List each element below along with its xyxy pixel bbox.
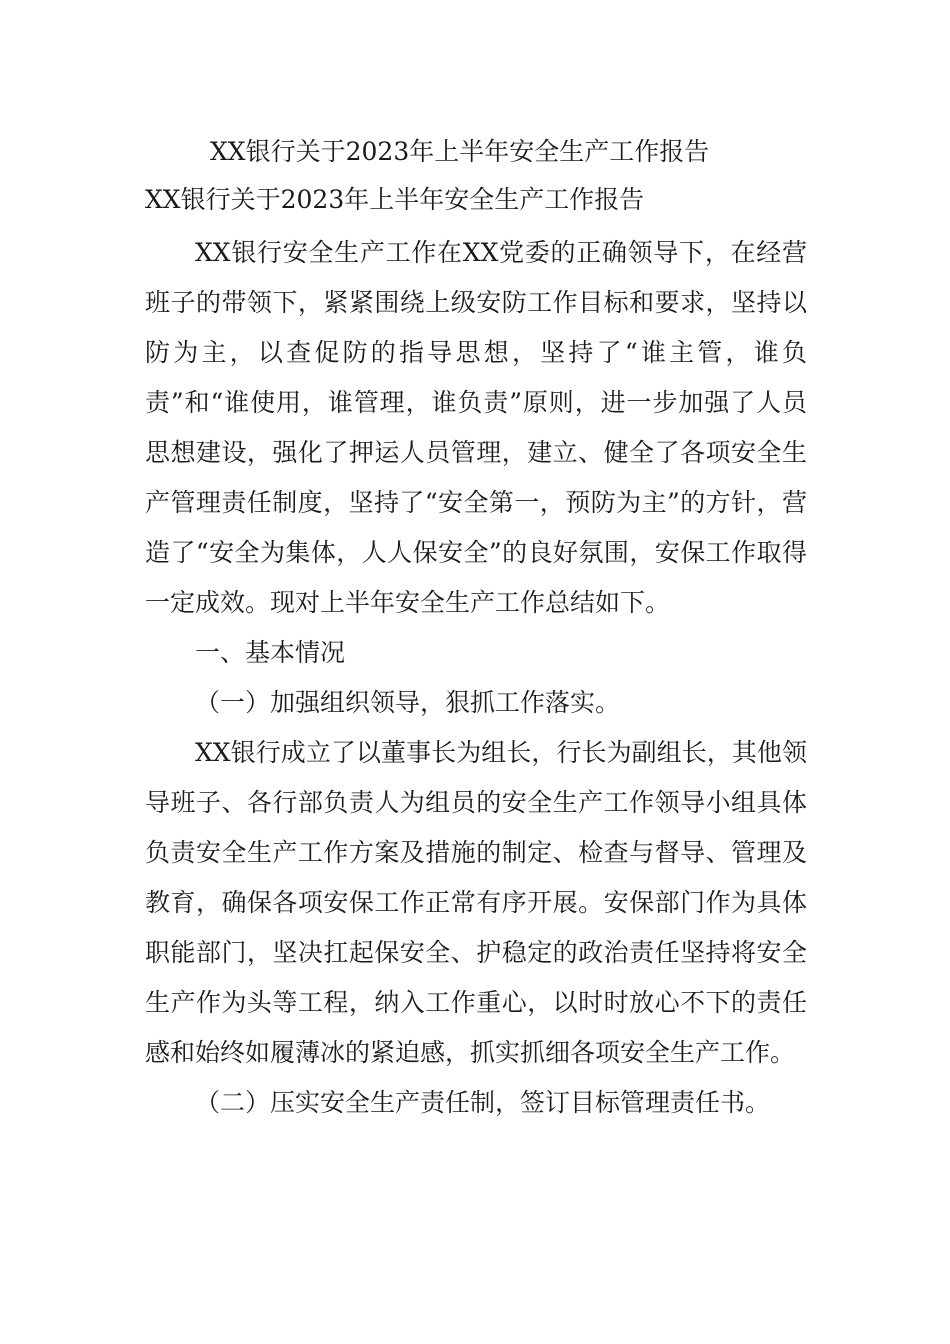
document-title: XX银行关于2023年上半年安全生产工作报告	[210, 137, 710, 166]
subsection-heading-responsibility: （二）压实安全生产责任制，签订目标管理责任书。	[195, 1088, 771, 1117]
section-heading-basic-situation: 一、基本情况	[195, 638, 346, 667]
document-body	[145, 128, 807, 1128]
intro-paragraph: XX银行安全生产工作在XX党委的正确领导下，在经营班子的带领下，紧紧围绕上级安防工作目标和要求，坚持以防为主，以查促防的指导思想，坚持了“谁主管，谁负责”和“谁使用，谁管理，谁负责”原则，进一步加强了人员思想建设，强化了押运人员管理，建立、健全了各项安全生产管理责任制度，坚持了“安全第一，预防为主”的方针，营造了“安全为集体，人人保安全”的良好氛围，安保工作取得一定成效。现对上半年安全生产工作总结如下。	[145, 238, 807, 617]
subsection-paragraph-organization: XX银行成立了以董事长为组长，行长为副组长，其他领导班子、各行部负责人为组员的安全生产工作领导小组具体负责安全生产工作方案及措施的制定、检查与督导、管理及教育，确保各项安保工作正常有序开展。安保部门作为具体职能部门，坚决扛起保安全、护稳定的政治责任坚持将安全生产作为头等工程，纳入工作重心，以时时放心不下的责任感和始终如履薄冰的紧迫感，抓实抓细各项安全生产工作。	[145, 738, 807, 1067]
subsection-heading-organization: （一）加强组织领导，狠抓工作落实。	[195, 688, 621, 717]
document-subtitle: XX银行关于2023年上半年安全生产工作报告	[145, 185, 645, 214]
